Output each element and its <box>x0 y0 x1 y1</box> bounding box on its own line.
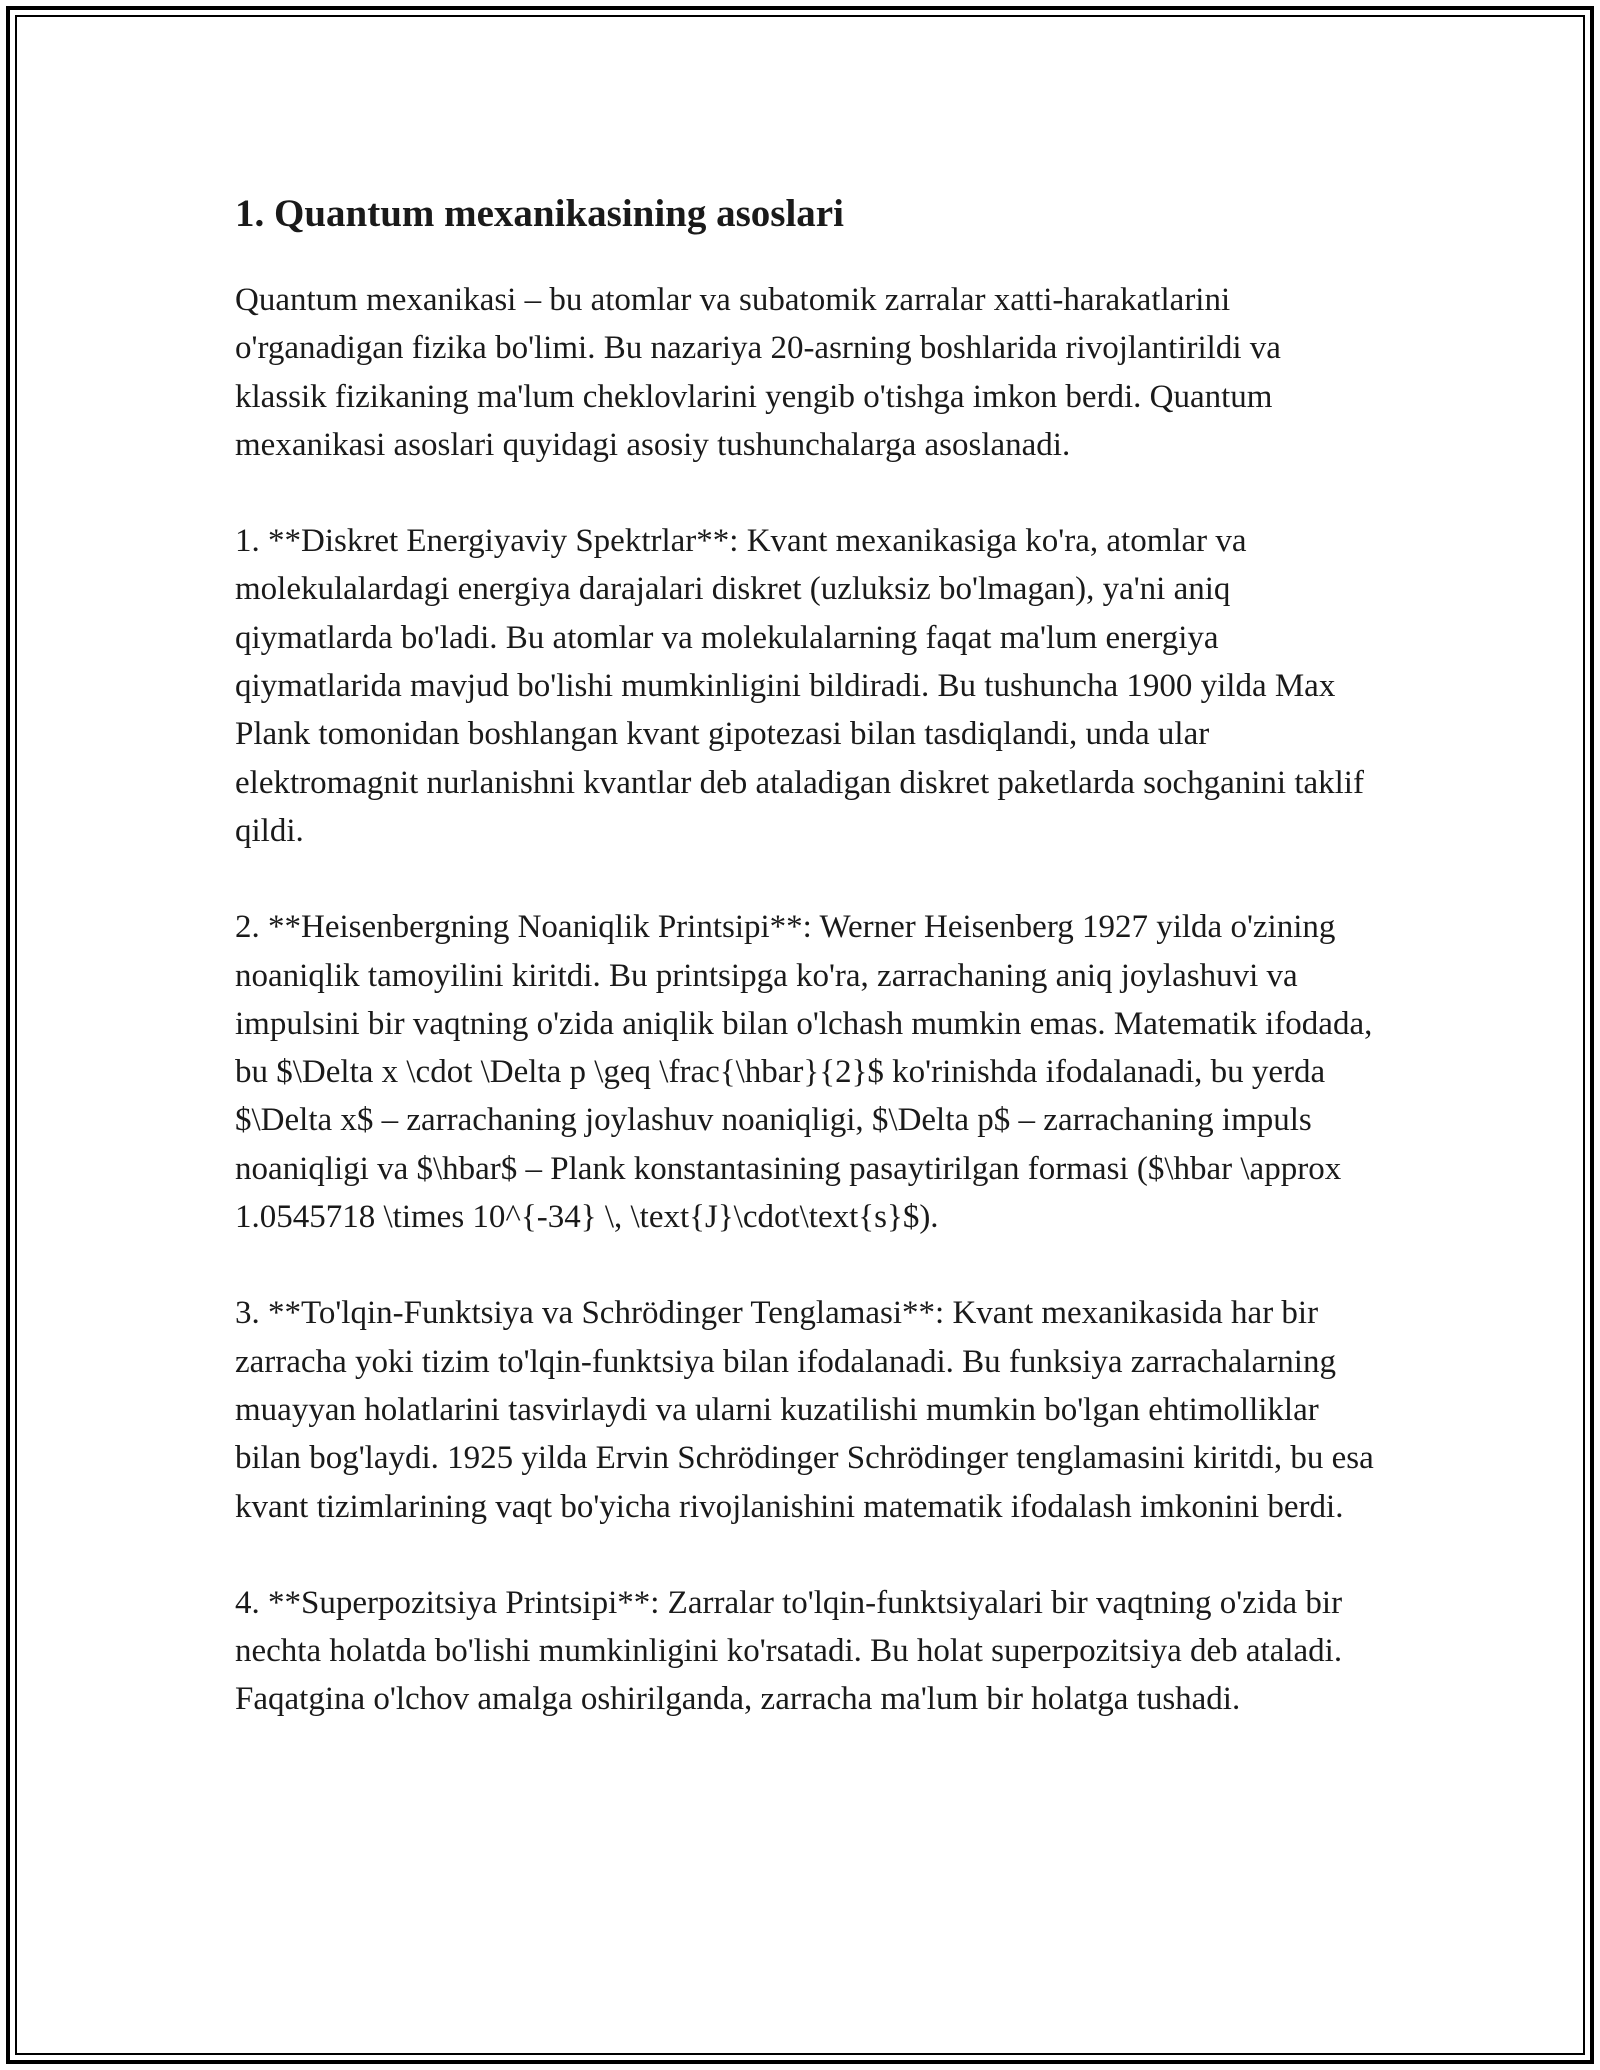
paragraph-superposition: 4. **Superpozitsiya Printsipi**: Zarralar to'lqin-funktsiyalari bir vaqtning o'zida bir nechta holatda bo'lishi mumkinligini ko'rsatadi. Bu holat superpozitsiya deb ataladi. Faqatgina o'lchov amalga oshirilganda, zarracha ma'lum bir holatga tushadi. <box>235 1584 1343 1718</box>
intro-paragraph: Quantum mexanikasi – bu atomlar va subatomik zarralar xatti-harakatlarini o'rganadigan fizika bo'limi. Bu nazariya 20-asrning boshlarida rivojlantirildi va klassik fizikaning ma'lum cheklovlarini yengib o'tishga imkon berdi. Quantum mexanikasi asoslari quyidagi asosiy tushunchalarga asoslanadi. <box>235 282 1281 463</box>
document-body <box>235 186 1375 1772</box>
paragraph-discrete-spectra: 1. **Diskret Energiyaviy Spektrlar**: Kvant mexanikasiga ko'ra, atomlar va molekulalardagi energiya darajalari diskret (uzluksiz bo'lmagan), ya'ni aniq qiymatlarda bo'ladi. Bu atomlar va molekulalarning faqat ma'lum energiya qiymatlarida mavjud bo'lishi mumkinligini bildiradi. Bu tushuncha 1900 yilda Max Plank tomonidan boshlangan kvant gipotezasi bilan tasdiqlandi, unda ular elektromagnit nurlanishni kvantlar deb ataladigan diskret paketlarda sochganini taklif qildi. <box>235 523 1364 849</box>
paragraph-uncertainty-principle: 2. **Heisenbergning Noaniqlik Printsipi**: Werner Heisenberg 1927 yilda o'zining noaniqlik tamoyilini kiritdi. Bu printsipga ko'ra, zarrachaning aniq joylashuvi va impulsini bir vaqtning o'zida aniqlik bilan o'lchash mumkin emas. Matematik ifodada, bu $\Delta x \cdot \Delta p \geq \frac{\hbar}{2}$ ko'rinishda ifodalanadi, bu yerda $\Delta x$ – zarrachaning joylashuv noaniqligi, $\Delta p$ – zarrachaning impuls noaniqligi va $\hbar$ – Plank konstantasining pasaytirilgan formasi ($\hbar \approx 1.0545718 \times 10^{-34} \, \text{J}\cdot\text{s}$). <box>235 909 1373 1236</box>
document-title: 1. Quantum mexanikasining asoslari <box>235 192 844 235</box>
paragraph-wave-function: 3. **To'lqin-Funktsiya va Schrödinger Tenglamasi**: Kvant mexanikasida har bir zarracha yoki tizim to'lqin-funktsiya bilan ifodalanadi. Bu funksiya zarrachalarning muayyan holatlarini tasvirlaydi va ularni kuzatilishi mumkin bo'lgan ehtimolliklar bilan bog'laydi. 1925 yilda Ervin Schrödinger Schrödinger tenglamasini kiritdi, bu esa kvant tizimlarining vaqt bo'yicha rivojlanishini matematik ifodalash imkonini berdi. <box>235 1295 1374 1525</box>
